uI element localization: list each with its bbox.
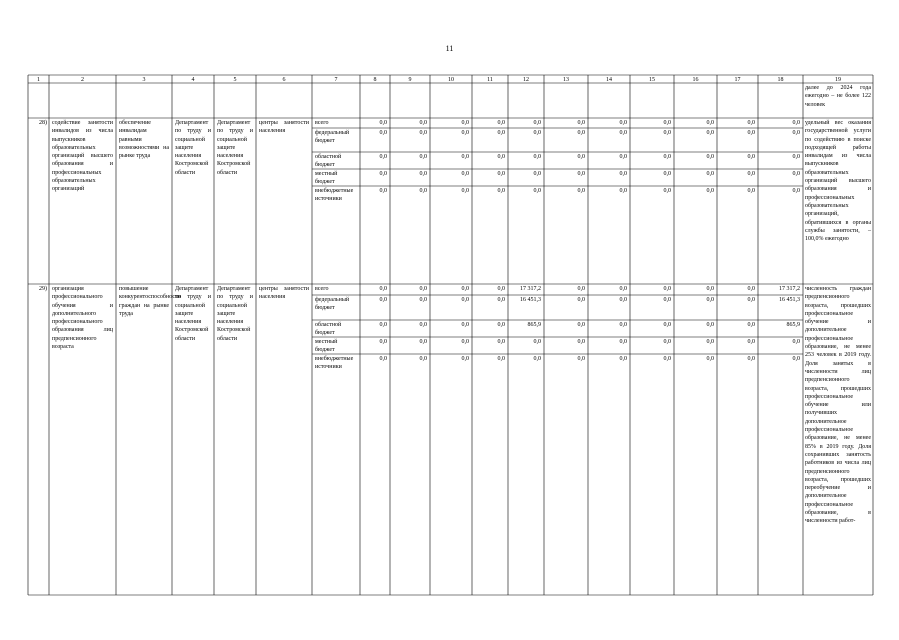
funding-source-label: федеральный бюджет: [315, 130, 350, 145]
value-cell: 0,0: [577, 356, 585, 362]
value-cell: 17 317,2: [779, 286, 800, 292]
activity-cell: организация профессионального обучения и дополнительного профессионального образования лиц предпенсионного возраста: [52, 286, 113, 351]
header-cell-8: 8: [373, 76, 377, 83]
value-cell: 0,0: [792, 188, 800, 194]
header-cell-19: 19: [835, 76, 841, 83]
value-cell: 0,0: [379, 322, 387, 328]
funding-source-label: федеральный бюджет: [315, 297, 350, 312]
value-cell: 0,0: [663, 120, 671, 126]
funding-source-label: внебюджетные источники: [315, 188, 354, 203]
funding-source-label: областной бюджет: [315, 322, 342, 337]
header-cell-16: 16: [692, 76, 699, 83]
value-cell: 0,0: [419, 171, 427, 177]
value-cell: 0,0: [706, 188, 714, 194]
value-cell: 0,0: [706, 130, 714, 136]
value-cell: 0,0: [461, 286, 469, 292]
funding-source-label: внебюджетные источники: [315, 356, 354, 371]
indicator-cell: численность граждан предпенсионного возраста, прошедших профессиональное обучение и дополнительное профессиональное образование, не менее 253 человек в 2019 году. Доля занятых в численности лиц предпенсионного возраста, прошедших профессиональное обучение или получивших дополнительное профессиональное образование, не менее 85% в 2019 году. Доля сохранивших занятость работников из числа лиц предпенсионного возраста, прошедших переобучение и дополнительное профессиональное образование, в численности работ-: [805, 286, 871, 525]
value-cell: 0,0: [747, 188, 755, 194]
value-cell: 0,0: [792, 171, 800, 177]
value-cell: 0,0: [497, 171, 505, 177]
header-cell-4: 4: [191, 76, 195, 83]
header-cell-10: 10: [448, 76, 454, 83]
value-cell: 0,0: [461, 322, 469, 328]
value-cell: 0,0: [577, 322, 585, 328]
value-cell: 0,0: [461, 356, 469, 362]
value-cell: 865,9: [527, 322, 541, 328]
value-cell: 0,0: [577, 120, 585, 126]
value-cell: 0,0: [419, 154, 427, 160]
value-cell: 0,0: [379, 297, 387, 303]
value-cell: 0,0: [461, 154, 469, 160]
result-cell: обеспечение инвалидам равными возможностями на рынке труда: [119, 120, 169, 160]
value-cell: 0,0: [419, 356, 427, 362]
page-number: 11: [445, 44, 454, 53]
value-cell: 0,0: [663, 130, 671, 136]
value-cell: 0,0: [577, 286, 585, 292]
value-cell: 0,0: [577, 171, 585, 177]
value-cell: 0,0: [706, 322, 714, 328]
value-cell: 0,0: [419, 297, 427, 303]
value-cell: 0,0: [419, 120, 427, 126]
funding-source-label: всего: [315, 120, 329, 126]
value-cell: 0,0: [497, 297, 505, 303]
value-cell: 0,0: [747, 322, 755, 328]
value-cell: 0,0: [619, 154, 627, 160]
value-cell: 0,0: [497, 286, 505, 292]
value-cell: 0,0: [379, 286, 387, 292]
value-cell: 0,0: [533, 171, 541, 177]
participant-cell: Департамент по труду и социальной защите населения Костромской области: [217, 286, 253, 342]
funding-source-label: местный бюджет: [315, 171, 338, 186]
header-cell-15: 15: [649, 76, 655, 83]
value-cell: 0,0: [747, 120, 755, 126]
value-cell: 0,0: [706, 286, 714, 292]
value-cell: 0,0: [706, 120, 714, 126]
value-cell: 0,0: [419, 322, 427, 328]
value-cell: 0,0: [577, 130, 585, 136]
value-cell: 0,0: [663, 356, 671, 362]
header-cell-18: 18: [777, 76, 784, 83]
header-cell-3: 3: [142, 76, 146, 83]
value-cell: 0,0: [663, 171, 671, 177]
value-cell: 0,0: [663, 286, 671, 292]
value-cell: 0,0: [419, 286, 427, 292]
header-cell-11: 11: [487, 76, 493, 83]
value-cell: 0,0: [706, 297, 714, 303]
value-cell: 0,0: [747, 356, 755, 362]
value-cell: 0,0: [792, 356, 800, 362]
value-cell: 0,0: [379, 154, 387, 160]
indicator-continuation: далее до 2024 года ежегодно – не более 122 человек: [805, 85, 871, 108]
value-cell: 0,0: [663, 297, 671, 303]
value-cell: 0,0: [706, 356, 714, 362]
value-cell: 0,0: [619, 339, 627, 345]
header-cell-7: 7: [334, 76, 338, 83]
value-cell: 0,0: [663, 339, 671, 345]
header-cell-14: 14: [606, 76, 612, 83]
value-cell: 0,0: [533, 339, 541, 345]
value-cell: 0,0: [497, 339, 505, 345]
executor-cell: Департамент по труду и социальной защите населения Костромской области: [175, 120, 211, 176]
value-cell: 0,0: [497, 154, 505, 160]
participant-cell: Департамент по труду и социальной защите населения Костромской области: [217, 120, 253, 176]
value-cell: 0,0: [533, 130, 541, 136]
value-cell: 0,0: [619, 171, 627, 177]
header-cell-6: 6: [282, 76, 286, 83]
value-cell: 0,0: [663, 322, 671, 328]
row-number: 28): [39, 120, 47, 126]
centers-cell: центры занятости населения: [259, 120, 309, 135]
value-cell: 0,0: [747, 171, 755, 177]
value-cell: 0,0: [747, 339, 755, 345]
funding-source-label: всего: [315, 286, 329, 292]
value-cell: 0,0: [663, 154, 671, 160]
value-cell: 0,0: [792, 130, 800, 136]
value-cell: 0,0: [379, 356, 387, 362]
value-cell: 0,0: [379, 339, 387, 345]
executor-cell: Департамент по труду и социальной защите населения Костромской области: [175, 286, 211, 342]
value-cell: 0,0: [461, 297, 469, 303]
value-cell: 0,0: [533, 120, 541, 126]
value-cell: 0,0: [461, 120, 469, 126]
value-cell: 0,0: [619, 297, 627, 303]
value-cell: 0,0: [497, 188, 505, 194]
value-cell: 0,0: [577, 297, 585, 303]
value-cell: 0,0: [792, 339, 800, 345]
activity-cell: содействие занятости инвалидов из числа выпускников образовательных организаций высшего образования и профессиональных образовательных организаций: [52, 120, 113, 193]
value-cell: 0,0: [497, 356, 505, 362]
value-cell: 16 451,3: [779, 297, 800, 303]
value-cell: 17 317,2: [520, 286, 541, 292]
value-cell: 0,0: [792, 154, 800, 160]
header-cell-1: 1: [37, 76, 40, 83]
value-cell: 0,0: [619, 356, 627, 362]
value-cell: 0,0: [497, 322, 505, 328]
funding-source-label: местный бюджет: [315, 339, 338, 354]
value-cell: 0,0: [663, 188, 671, 194]
value-cell: 0,0: [619, 322, 627, 328]
value-cell: 0,0: [379, 171, 387, 177]
value-cell: 865,9: [786, 322, 800, 328]
funding-source-label: областной бюджет: [315, 154, 342, 169]
value-cell: 0,0: [419, 188, 427, 194]
header-cell-13: 13: [563, 76, 569, 83]
value-cell: 0,0: [461, 130, 469, 136]
value-cell: 0,0: [747, 286, 755, 292]
value-cell: 0,0: [497, 120, 505, 126]
value-cell: 0,0: [706, 154, 714, 160]
value-cell: 0,0: [533, 188, 541, 194]
centers-cell: центры занятости населения: [259, 286, 309, 301]
value-cell: 0,0: [577, 188, 585, 194]
value-cell: 0,0: [461, 188, 469, 194]
value-cell: 0,0: [379, 120, 387, 126]
row-number: 29): [39, 286, 47, 292]
indicator-cell: удельный вес оказания государственной услуги по содействию в поиске подходящей работы инвалидам из числа выпускников образовательных организаций высшего образования и профессиональных образовательных организаций, обратившихся в органы службы занятости, – 100,0% ежегодно: [805, 120, 871, 243]
header-cell-12: 12: [523, 76, 529, 83]
value-cell: 0,0: [747, 297, 755, 303]
value-cell: 0,0: [619, 120, 627, 126]
value-cell: 0,0: [533, 154, 541, 160]
value-cell: 16 451,3: [520, 297, 541, 303]
value-cell: 0,0: [533, 356, 541, 362]
value-cell: 0,0: [497, 130, 505, 136]
header-cell-9: 9: [408, 76, 412, 83]
header-cell-2: 2: [81, 76, 84, 83]
value-cell: 0,0: [577, 339, 585, 345]
value-cell: 0,0: [461, 171, 469, 177]
value-cell: 0,0: [706, 171, 714, 177]
value-cell: 0,0: [747, 130, 755, 136]
value-cell: 0,0: [419, 339, 427, 345]
value-cell: 0,0: [619, 188, 627, 194]
header-cell-5: 5: [233, 76, 237, 83]
value-cell: 0,0: [577, 154, 585, 160]
value-cell: 0,0: [747, 154, 755, 160]
result-cell: повышение конкурентоспособности граждан на рынке труда: [119, 286, 181, 317]
value-cell: 0,0: [619, 130, 627, 136]
value-cell: 0,0: [706, 339, 714, 345]
value-cell: 0,0: [379, 188, 387, 194]
value-cell: 0,0: [792, 120, 800, 126]
value-cell: 0,0: [419, 130, 427, 136]
value-cell: 0,0: [619, 286, 627, 292]
value-cell: 0,0: [379, 130, 387, 136]
header-cell-17: 17: [734, 76, 741, 83]
value-cell: 0,0: [461, 339, 469, 345]
